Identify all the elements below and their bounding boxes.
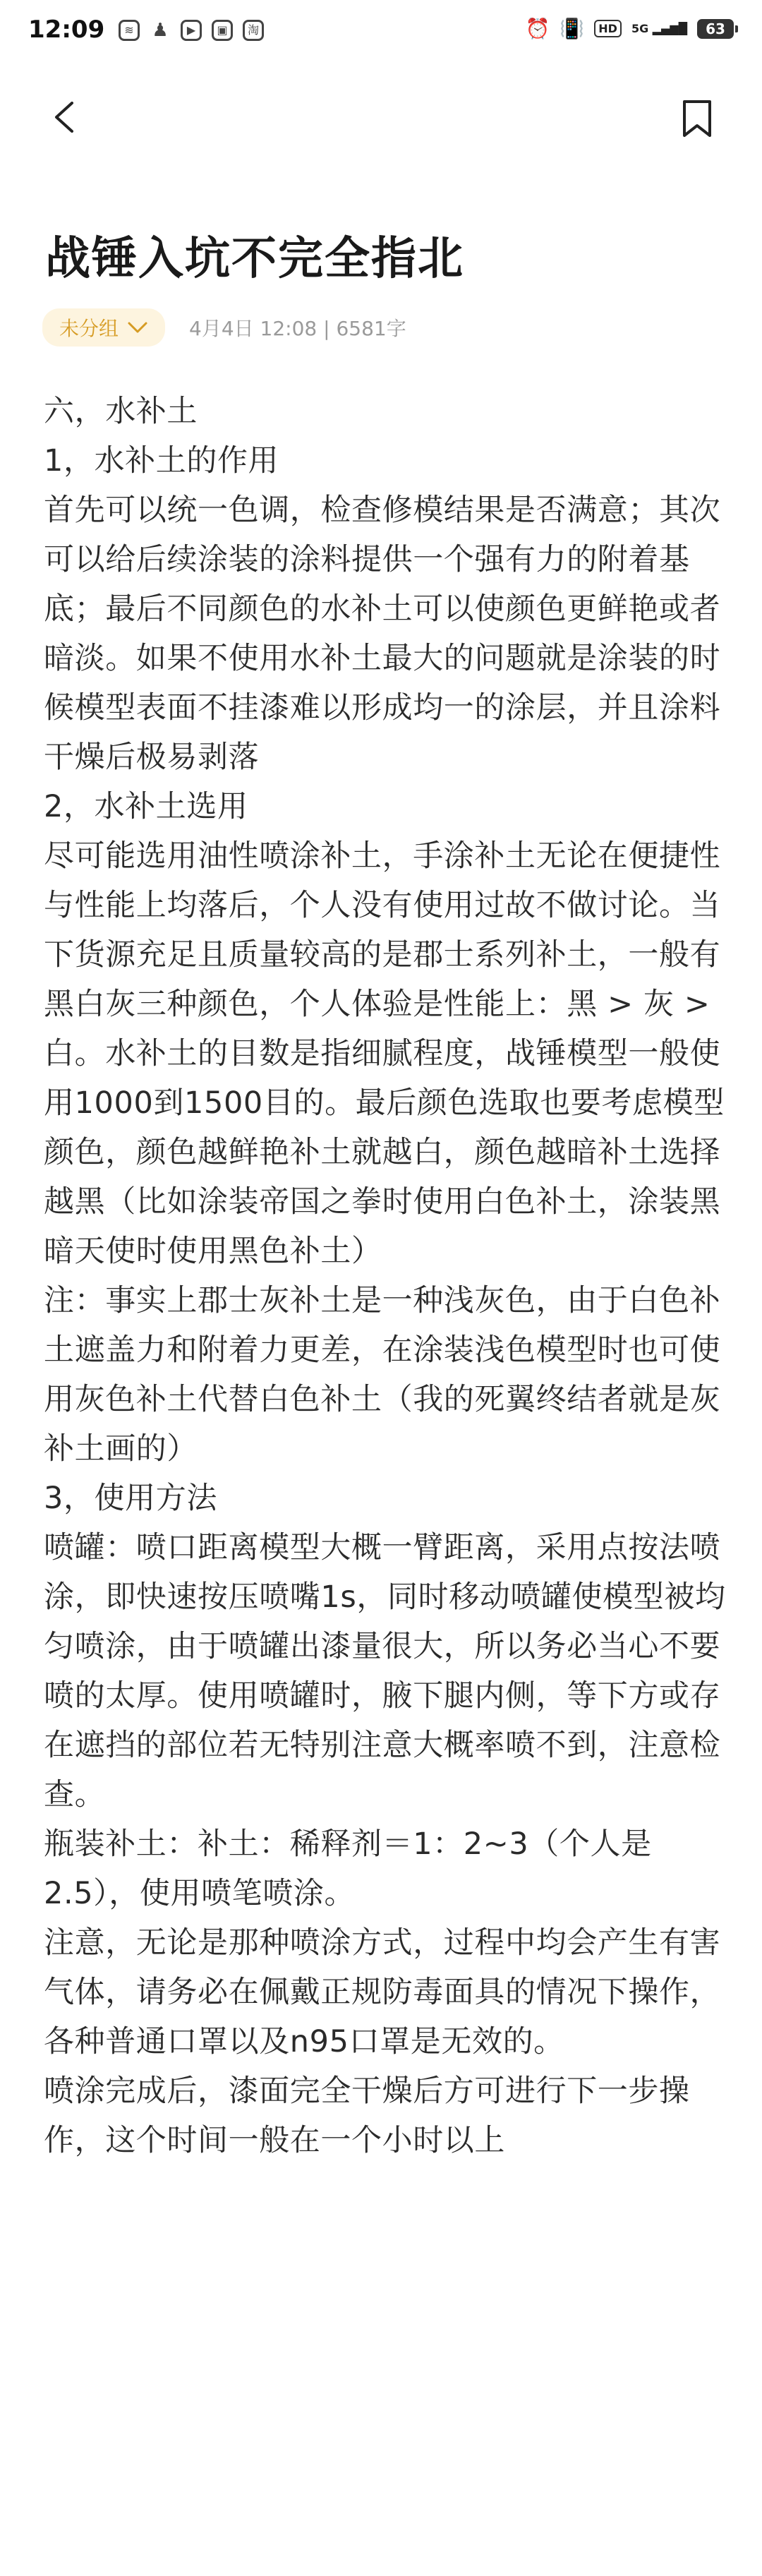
paragraph: 尽可能选用油性喷涂补土，手涂补土无论在便捷性与性能上均落后，个人没有使用过故不做讨论。当下货源充足且质量较高的是郡士系列补土，一般有黑白灰三种颜色，个人体验是性能上：黑 > 灰 > 白。水补土的目数是指细腻程度，战锤模型一般使用1000到1500目的。最后颜色选取也要考虑模型颜色，颜色越鲜艳补土就越白，颜色越暗补土选择越黑（比如涂装帝国之拳时使用白色补土，涂装黑暗天使时使用黑色补土） [44, 838, 725, 1269]
paragraph: 注：事实上郡士灰补土是一种浅灰色，由于白色补土遮盖力和附着力更差，在涂装浅色模型时也可使用灰色补土代替白色补土（我的死翼终结者就是灰补土画的） [44, 1283, 721, 1467]
paragraph: 2，水补土选用 [44, 789, 248, 824]
bookmark-icon[interactable] [682, 99, 713, 138]
note-body[interactable] [44, 387, 732, 2165]
top-navigation [0, 78, 762, 155]
paragraph: 喷涂完成后，漆面完全干燥后方可进行下一步操作，这个时间一般在一个小时以上 [44, 2074, 690, 2158]
note-meta [42, 308, 406, 347]
paragraph: 六，水补土 [44, 394, 198, 429]
vibrate-icon: 📳 [560, 17, 585, 40]
note-date-wordcount: 4月4日 12:08 | 6581字 [189, 317, 406, 340]
paragraph: 1，水补土的作用 [44, 443, 279, 479]
notification-icons [119, 20, 264, 41]
note-title[interactable]: 战锤入坑不完全指北 [45, 233, 464, 285]
category-label: 未分组 [59, 317, 119, 340]
taobao-icon: 淘 [243, 20, 264, 41]
paragraph: 喷罐：喷口距离模型大概一臂距离，采用点按法喷涂，即快速按压喷嘴1s，同时移动喷罐使模型被均匀喷涂，由于喷罐出漆量很大，所以务必当心不要喷的太厚。使用喷罐时，腋下腿内侧，等下方或存在遮挡的部位若无特别注意大概率喷不到，注意检查。 [44, 1530, 726, 1812]
status-right [526, 17, 734, 40]
video-icon: ▶ [181, 20, 202, 41]
alarm-icon: ⏰ [525, 17, 550, 40]
back-icon[interactable] [51, 102, 82, 133]
battery-icon: 63 [697, 19, 734, 39]
category-dropdown[interactable] [42, 308, 165, 347]
app-icon: ▣ [212, 20, 233, 41]
paragraph: 瓶装补土：补土：稀释剂＝1：2~3（个人是2.5），使用喷笔喷涂。 [44, 1826, 652, 1911]
chevron-down-icon [127, 320, 148, 335]
hd-icon: HD [594, 20, 622, 37]
paragraph: 首先可以统一色调，检查修模结果是否满意；其次可以给后续涂装的涂料提供一个强有力的附着基底；最后不同颜色的水补土可以使颜色更鲜艳或者暗淡。如果不使用水补土最大的问题就是涂装的时候模型表面不挂漆难以形成均一的涂层，并且涂料干燥后极易剥落 [44, 493, 721, 775]
qq-icon: ♟ [152, 20, 169, 41]
paragraph: 注意，无论是那种喷涂方式，过程中均会产生有害气体，请务必在佩戴正规防毒面具的情况下操作，各种普通口罩以及n95口罩是无效的。 [44, 1925, 721, 2059]
signal-label: 5G [631, 21, 649, 35]
wechat-like-icon: ≋ [119, 20, 140, 41]
paragraph: 3，使用方法 [44, 1481, 217, 1516]
status-time: 12:09 [28, 16, 105, 44]
status-bar [0, 0, 762, 65]
signal-icon: 5G ▂▄▆█ [631, 21, 687, 35]
